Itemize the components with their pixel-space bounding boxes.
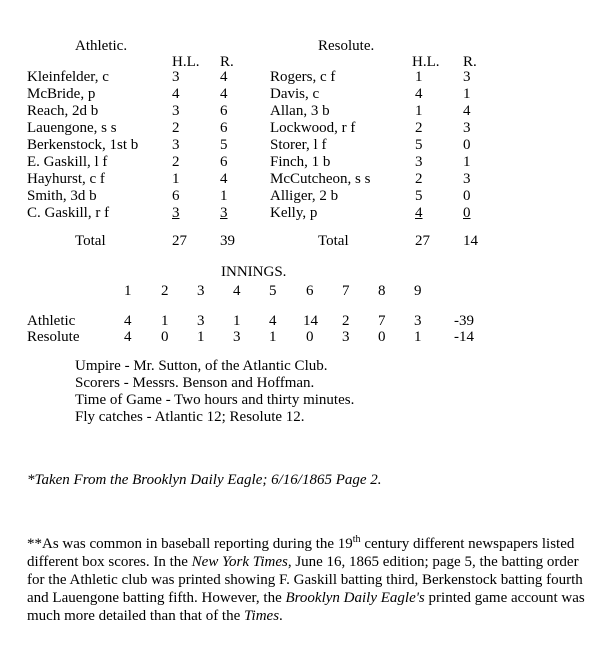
innings-score: 0 — [306, 329, 314, 345]
resolute-player-hl: 3 — [415, 154, 423, 170]
innings-row-team: Athletic — [27, 313, 76, 329]
athletic-player-r: 6 — [220, 103, 228, 119]
innings-score: 1 — [197, 329, 205, 345]
athletic-total-hl: 27 — [172, 233, 187, 249]
athletic-player-r: 6 — [220, 120, 228, 136]
innings-total: -14 — [454, 329, 474, 345]
athletic-player-hl: 3 — [172, 205, 180, 221]
resolute-hl-header: H.L. — [412, 54, 440, 70]
athletic-player-name: McBride, p — [27, 86, 96, 102]
athletic-player-name: Smith, 3d b — [27, 188, 97, 204]
inning-number: 3 — [197, 283, 205, 299]
footnote-text: printed game account was much more detailed than that of the — [27, 590, 585, 624]
athletic-total-label: Total — [75, 233, 106, 249]
athletic-player-name: Hayhurst, c f — [27, 171, 105, 187]
resolute-player-r: 1 — [463, 86, 471, 102]
resolute-player-name: Allan, 3 b — [270, 103, 330, 119]
innings-score: 3 — [414, 313, 422, 329]
inning-number: 6 — [306, 283, 314, 299]
innings-score: 3 — [342, 329, 350, 345]
athletic-player-name: C. Gaskill, r f — [27, 205, 110, 221]
athletic-player-name: Berkenstock, 1st b — [27, 137, 139, 153]
footnote-nyt-title: New York Times — [191, 554, 288, 570]
athletic-player-name: E. Gaskill, l f — [27, 154, 108, 170]
innings-score: 3 — [197, 313, 205, 329]
footnote-paragraph — [27, 535, 597, 625]
athletic-player-r: 3 — [220, 205, 228, 221]
athletic-total-r: 39 — [220, 233, 235, 249]
resolute-player-r: 3 — [463, 171, 471, 187]
innings-score: 3 — [233, 329, 241, 345]
inning-number: 2 — [161, 283, 169, 299]
athletic-r-header: R. — [220, 54, 234, 70]
athletic-player-r: 6 — [220, 154, 228, 170]
resolute-player-r: 4 — [463, 103, 471, 119]
footnote-superscript: th — [352, 534, 361, 545]
resolute-player-name: Davis, c — [270, 86, 320, 102]
athletic-player-hl: 6 — [172, 188, 180, 204]
resolute-player-name: McCutcheon, s s — [270, 171, 371, 187]
footnote-text: , June 16, 1865 edition; page 5, the batting order for the Athletic club was printed showing F. Gaskill batting third, Berkenstock batting fourth and Lauengone batting fifth. However, the — [27, 554, 583, 606]
athletic-player-hl: 1 — [172, 171, 180, 187]
resolute-player-r: 0 — [463, 188, 471, 204]
footnote-times-title: Times — [244, 608, 280, 624]
resolute-player-name: Storer, l f — [270, 137, 327, 153]
athletic-team-title: Athletic. — [75, 38, 128, 54]
athletic-player-r: 4 — [220, 69, 228, 85]
athletic-player-name: Kleinfelder, c — [27, 69, 109, 85]
athletic-player-hl: 3 — [172, 137, 180, 153]
resolute-player-name: Rogers, c f — [270, 69, 336, 85]
innings-title: INNINGS. — [221, 264, 287, 280]
inning-number: 8 — [378, 283, 386, 299]
innings-total: -39 — [454, 313, 474, 329]
umpire-line: Umpire - Mr. Sutton, of the Atlantic Club. — [75, 358, 328, 374]
inning-number: 7 — [342, 283, 350, 299]
athletic-player-r: 4 — [220, 171, 228, 187]
athletic-hl-header: H.L. — [172, 54, 200, 70]
innings-score: 1 — [161, 313, 169, 329]
resolute-player-name: Alliger, 2 b — [270, 188, 339, 204]
athletic-player-r: 4 — [220, 86, 228, 102]
resolute-player-r: 1 — [463, 154, 471, 170]
innings-score: 1 — [414, 329, 422, 345]
innings-row-team: Resolute — [27, 329, 80, 345]
innings-score: 7 — [378, 313, 386, 329]
resolute-player-r: 0 — [463, 137, 471, 153]
athletic-player-hl: 4 — [172, 86, 180, 102]
resolute-player-name: Kelly, p — [270, 205, 318, 221]
athletic-player-name: Reach, 2d b — [27, 103, 99, 119]
innings-score: 4 — [124, 313, 132, 329]
innings-score: 1 — [233, 313, 241, 329]
athletic-player-hl: 3 — [172, 69, 180, 85]
resolute-player-r: 0 — [463, 205, 471, 221]
resolute-r-header: R. — [463, 54, 477, 70]
inning-number: 1 — [124, 283, 132, 299]
fly-catches-line: Fly catches - Atlantic 12; Resolute 12. — [75, 409, 305, 425]
innings-score: 14 — [303, 313, 318, 329]
athletic-player-hl: 2 — [172, 154, 180, 170]
resolute-player-hl: 4 — [415, 205, 423, 221]
innings-score: 4 — [124, 329, 132, 345]
innings-score: 1 — [269, 329, 277, 345]
footnote-text: **As was common in baseball reporting during the 19 — [27, 536, 353, 552]
scorers-line: Scorers - Messrs. Benson and Hoffman. — [75, 375, 315, 391]
resolute-player-hl: 5 — [415, 188, 423, 204]
resolute-player-name: Finch, 1 b — [270, 154, 331, 170]
innings-score: 0 — [161, 329, 169, 345]
athletic-player-hl: 2 — [172, 120, 180, 136]
innings-score: 4 — [269, 313, 277, 329]
resolute-player-hl: 1 — [415, 103, 423, 119]
time-line: Time of Game - Two hours and thirty minutes. — [75, 392, 355, 408]
resolute-total-r: 14 — [463, 233, 478, 249]
resolute-player-hl: 2 — [415, 171, 423, 187]
resolute-player-hl: 5 — [415, 137, 423, 153]
source-note: *Taken From the Brooklyn Daily Eagle; 6/16/1865 Page 2. — [27, 472, 382, 488]
athletic-player-hl: 3 — [172, 103, 180, 119]
resolute-team-title: Resolute. — [318, 38, 375, 54]
resolute-player-r: 3 — [463, 69, 471, 85]
athletic-player-name: Lauengone, s s — [27, 120, 117, 136]
resolute-player-name: Lockwood, r f — [270, 120, 356, 136]
inning-number: 5 — [269, 283, 277, 299]
footnote-text: century different newspapers listed different box scores. In the — [27, 536, 575, 570]
inning-number: 4 — [233, 283, 241, 299]
resolute-total-label: Total — [318, 233, 349, 249]
resolute-player-hl: 1 — [415, 69, 423, 85]
footnote-eagle-title: Brooklyn Daily Eagle's — [285, 590, 425, 606]
resolute-player-hl: 2 — [415, 120, 423, 136]
footnote-text: . — [279, 608, 283, 624]
athletic-player-r: 1 — [220, 188, 228, 204]
inning-number: 9 — [414, 283, 422, 299]
resolute-player-r: 3 — [463, 120, 471, 136]
athletic-player-r: 5 — [220, 137, 228, 153]
innings-score: 0 — [378, 329, 386, 345]
resolute-player-hl: 4 — [415, 86, 423, 102]
resolute-total-hl: 27 — [415, 233, 430, 249]
innings-score: 2 — [342, 313, 350, 329]
